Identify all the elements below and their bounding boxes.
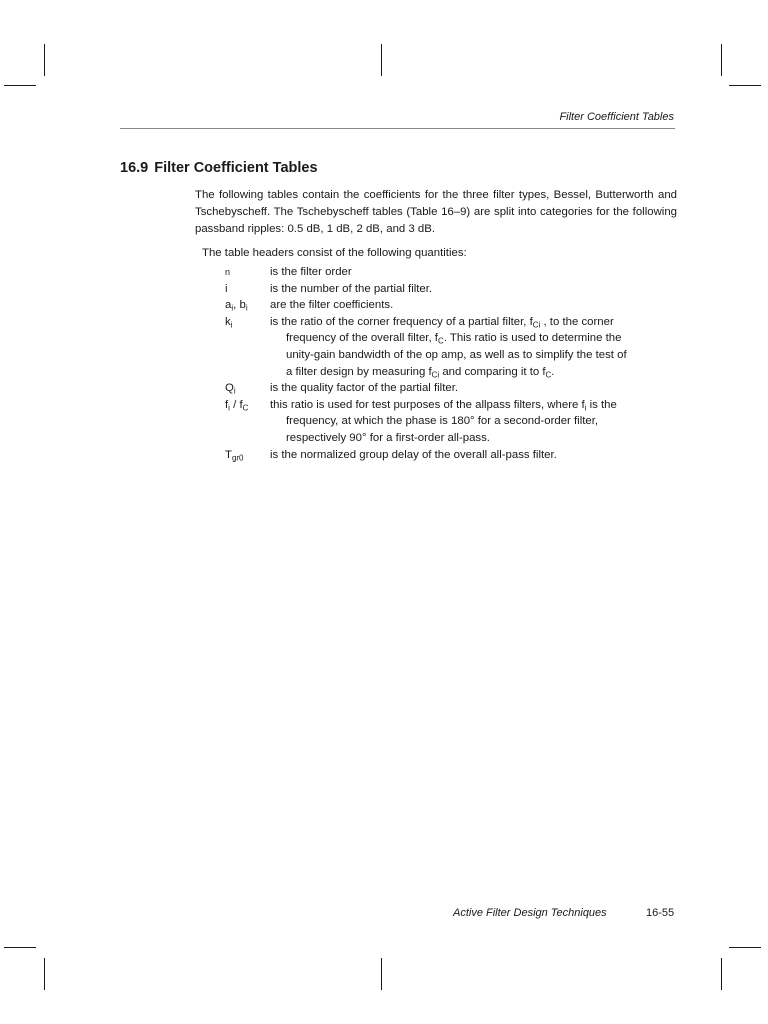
crop-mark xyxy=(721,958,722,990)
definitions-intro: The table headers consist of the following quantities: xyxy=(202,247,467,259)
definition-term: n xyxy=(225,267,231,277)
definition-row xyxy=(225,397,680,447)
intro-paragraph: The following tables contain the coefficients for the three filter types, Bessel, Butterworth and Tschebyscheff. The Tschebyscheff tables (Table 16–9) are split into categories for the following passband ripples: 0.5 dB, 1 dB, 2 dB, and 3 dB. xyxy=(195,189,677,235)
footer-page-number: 16-55 xyxy=(646,907,675,919)
definition-text: is the ratio of the corner frequency of a partial filter, $f_{Ci}$ , to the corner frequency of the overall filter, $f_C$. This ratio is used to determine the unity-gain bandwidth of the op amp, as well as to simplify the test of a filter design by measuring $f_{Ci}$ and comparing it to $f_C$. xyxy=(270,315,627,379)
section-heading xyxy=(120,160,318,176)
definition-term: $k_i$ xyxy=(225,315,233,330)
running-header: Filter Coefficient Tables xyxy=(559,111,674,123)
definition-row xyxy=(225,447,680,464)
crop-mark xyxy=(44,44,45,76)
crop-mark xyxy=(729,947,761,948)
crop-mark xyxy=(381,958,382,990)
header-rule xyxy=(120,128,675,129)
crop-mark xyxy=(4,947,36,948)
definition-text: this ratio is used for test purposes of the allpass filters, where $f_i$ is the frequency, at which the phase is 180° for a second-order filter, respectively 90° for a first-order all-pass. xyxy=(270,398,617,444)
definition-term: $T_{gr0}$ xyxy=(225,448,244,462)
definition-row xyxy=(225,297,680,314)
definition-term: i xyxy=(225,282,228,295)
definition-term: $a_i$, $b_i$ xyxy=(225,299,248,313)
crop-mark xyxy=(381,44,382,76)
definitions-list xyxy=(225,264,680,463)
crop-mark xyxy=(44,958,45,990)
definition-row xyxy=(225,264,680,281)
definition-term: $f_i / f_C$ xyxy=(225,398,249,413)
footer-book-title: Active Filter Design Techniques xyxy=(453,907,607,919)
definition-text: is the number of the partial filter. xyxy=(270,282,433,295)
section-title: Filter Coefficient Tables xyxy=(154,160,318,176)
definition-row xyxy=(225,380,680,397)
crop-mark xyxy=(729,85,761,86)
definition-row xyxy=(225,314,680,380)
crop-mark xyxy=(4,85,36,86)
definition-text: is the quality factor of the partial filter. xyxy=(270,382,459,395)
definition-text: are the filter coefficients. xyxy=(270,299,394,312)
definition-text: is the normalized group delay of the overall all-pass filter. xyxy=(270,448,557,461)
section-number: 16.9 xyxy=(120,160,149,176)
crop-mark xyxy=(721,44,722,76)
definition-row xyxy=(225,281,680,298)
definition-term: $Q_i$ xyxy=(225,382,236,396)
definition-text: is the filter order xyxy=(270,266,352,278)
